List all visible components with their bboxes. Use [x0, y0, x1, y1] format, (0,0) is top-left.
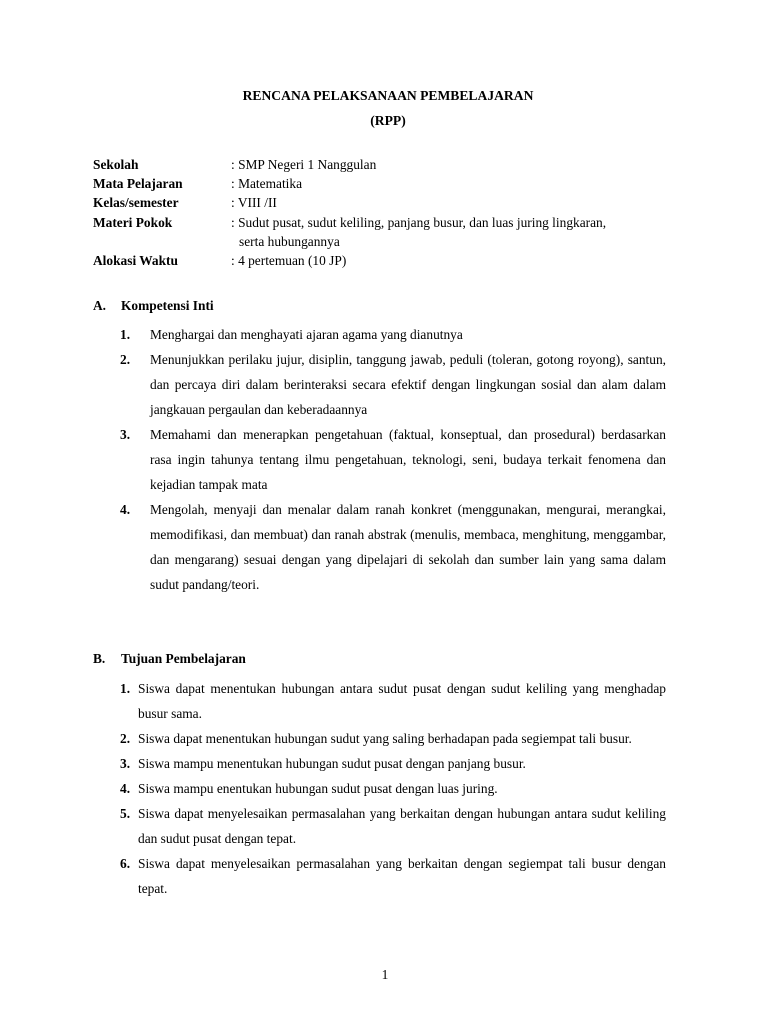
info-label: Alokasi Waktu — [93, 253, 178, 269]
info-value-continuation: serta hubungannya — [239, 233, 340, 249]
list-item — [120, 726, 666, 751]
page-number: 1 — [381, 967, 389, 982]
list-item — [120, 801, 666, 851]
section-title: Kompetensi Inti — [121, 298, 214, 313]
item-text: Siswa mampu enentukan hubungan sudut pusat dengan luas juring. — [138, 781, 498, 796]
list-item — [120, 322, 666, 347]
section-letter: A. — [93, 298, 107, 313]
list-item — [120, 497, 666, 597]
info-label: Materi Pokok — [93, 214, 173, 230]
info-row-materi-cont — [93, 232, 693, 251]
item-number: 2. — [120, 731, 131, 746]
item-text: Menghargai dan menghayati ajaran agama yang dianutnya — [150, 327, 463, 342]
section-a-heading — [93, 298, 214, 314]
item-number: 3. — [120, 756, 131, 771]
item-number: 4. — [120, 502, 131, 517]
item-number: 1. — [120, 681, 131, 696]
info-value: : 4 pertemuan (10 JP) — [231, 253, 347, 269]
list-item — [120, 422, 666, 497]
item-text: Siswa dapat menyelesaikan permasalahan yang berkaitan dengan hubungan antara sudut keliling dan sudut pusat dengan tepat. — [138, 806, 666, 846]
list-item — [120, 776, 666, 801]
info-row-alokasi — [93, 251, 693, 270]
info-label: Mata Pelajaran — [93, 176, 183, 192]
item-text: Siswa dapat menentukan hubungan antara sudut pusat dengan sudut keliling yang menghadap busur sama. — [138, 681, 666, 721]
kompetensi-inti-list — [120, 322, 666, 597]
item-number: 3. — [120, 427, 131, 442]
tujuan-pembelajaran-list — [120, 676, 666, 901]
item-number: 4. — [120, 781, 131, 796]
item-number: 5. — [120, 806, 131, 821]
list-item — [120, 676, 666, 726]
info-label: Kelas/semester — [93, 195, 179, 211]
section-letter: B. — [93, 651, 106, 666]
info-label: Sekolah — [93, 157, 139, 172]
identity-block — [93, 155, 693, 270]
item-text: Siswa dapat menentukan hubungan sudut yang saling berhadapan pada segiempat tali busur. — [138, 731, 632, 746]
item-text: Mengolah, menyaji dan menalar dalam ranah konkret (menggunakan, mengurai, merangkai, memodifikasi, dan membuat) dan ranah abstrak (menulis, membaca, menghitung, menggambar, dan mengarang) sesuai dengan yang dipelajari di sekolah dan sumber lain yang sama dalam sudut pandang/teori. — [150, 502, 666, 592]
item-number: 2. — [120, 352, 131, 367]
section-title: Tujuan Pembelajaran — [121, 651, 246, 666]
info-value: : Matematika — [231, 176, 303, 192]
info-value: : VIII /II — [231, 195, 277, 211]
info-row-materi — [93, 213, 693, 232]
info-row-mapel — [93, 174, 693, 193]
document-subtitle: (RPP) — [370, 113, 406, 128]
section-b-heading — [93, 651, 246, 667]
item-number: 1. — [120, 327, 131, 342]
item-text: Siswa dapat menyelesaikan permasalahan yang berkaitan dengan segiempat tali busur dengan tepat. — [138, 856, 666, 896]
document-title: RENCANA PELAKSANAAN PEMBELAJARAN — [242, 88, 534, 103]
info-value: : SMP Negeri 1 Nanggulan — [231, 157, 377, 172]
item-text: Siswa mampu menentukan hubungan sudut pusat dengan panjang busur. — [138, 756, 526, 771]
info-value: : Sudut pusat, sudut keliling, panjang busur, dan luas juring lingkaran, — [231, 214, 607, 230]
info-row-kelas — [93, 193, 693, 212]
list-item — [120, 751, 666, 776]
info-row-sekolah — [93, 155, 693, 174]
item-text: Memahami dan menerapkan pengetahuan (faktual, konseptual, dan prosedural) berdasarkan rasa ingin tahunya tentang ilmu pengetahuan, teknologi, seni, budaya terkait fenomena dan kejadian tampak mata — [150, 427, 666, 492]
item-number: 6. — [120, 856, 131, 871]
item-text: Menunjukkan perilaku jujur, disiplin, tanggung jawab, peduli (toleran, gotong royong), santun, dan percaya diri dalam berinteraksi secara efektif dengan lingkungan sosial dan alam dalam jangkauan pergaulan dan keberadaannya — [150, 352, 666, 417]
list-item — [120, 347, 666, 422]
list-item — [120, 851, 666, 901]
